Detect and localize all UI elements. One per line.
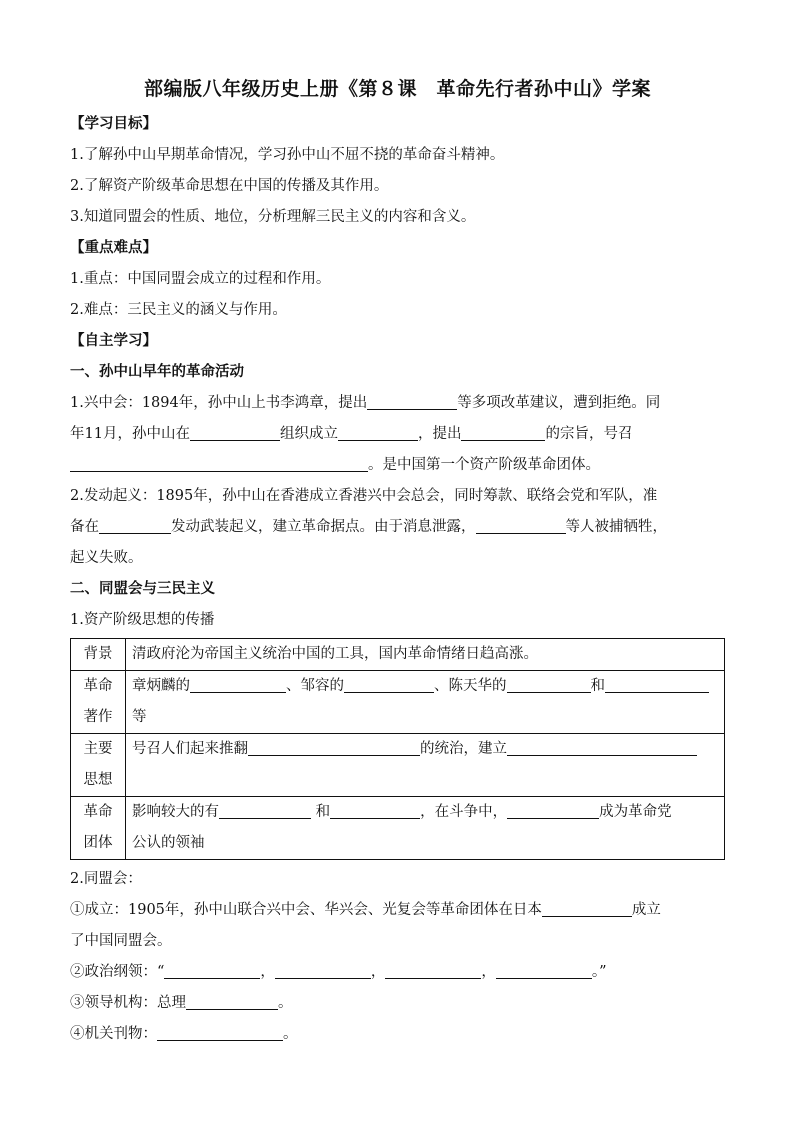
- fill-blank[interactable]: [99, 517, 171, 534]
- page-title: 部编版八年级历史上册《第８课 革命先行者孙中山》学案: [143, 78, 651, 100]
- row-label: 背景: [71, 639, 126, 671]
- sub1-heading: 1.资产阶级思想的传播: [70, 612, 215, 628]
- keypoint-item: 2.难点：三民主义的涵义与作用。: [70, 302, 287, 318]
- objective-item: 3.知道同盟会的性质、地位，分析理解三民主义的内容和含义。: [70, 209, 476, 225]
- row-label: 革命 团体: [71, 797, 126, 860]
- fill-blank[interactable]: [70, 455, 368, 472]
- part2-heading: 二、同盟会与三民主义: [70, 581, 215, 597]
- fill-blank[interactable]: [385, 962, 481, 979]
- fill-blank[interactable]: [461, 424, 545, 441]
- selfstudy-heading: 【自主学习】: [70, 333, 157, 349]
- row-content: 影响较大的有 和 ，在斗争中， 成为革命党 公认的领袖: [126, 797, 725, 860]
- fill-blank[interactable]: [605, 676, 709, 693]
- objectives-heading: 【学习目标】: [70, 116, 157, 132]
- xingzhonghui-line-2: 年11月，孙中山在 组织成立 ，提出 的宗旨，号召: [70, 426, 633, 442]
- table-row: [71, 671, 725, 734]
- keypoint-item: 1.重点：中国同盟会成立的过程和作用。: [70, 271, 331, 287]
- program-line: ②政治纲领：“ ， ， ， 。”: [70, 964, 607, 980]
- fill-blank[interactable]: [248, 739, 420, 756]
- fill-blank[interactable]: [476, 517, 566, 534]
- sub2-heading: 2.同盟会：: [70, 871, 142, 887]
- table-row: [71, 639, 725, 671]
- fill-blank[interactable]: [338, 424, 418, 441]
- row-label: 主要 思想: [71, 734, 126, 797]
- fill-blank[interactable]: [157, 1024, 283, 1041]
- fill-blank[interactable]: [507, 802, 599, 819]
- fill-blank[interactable]: [367, 393, 457, 410]
- keypoints-heading: 【重点难点】: [70, 240, 157, 256]
- fill-blank[interactable]: [186, 993, 278, 1010]
- objective-item: 2.了解资产阶级革命思想在中国的传播及其作用。: [70, 178, 389, 194]
- row-label: 革命 著作: [71, 671, 126, 734]
- fill-blank[interactable]: [507, 676, 591, 693]
- journal-line: ④机关刊物： 。: [70, 1026, 298, 1042]
- fill-blank[interactable]: [542, 900, 632, 917]
- fill-blank[interactable]: [496, 962, 592, 979]
- fill-blank[interactable]: [219, 802, 311, 819]
- xingzhonghui-line-3: 。是中国第一个资产阶级革命团体。: [70, 450, 725, 481]
- founding-line-2: 了中国同盟会。: [70, 933, 172, 949]
- founding-line-1: ①成立：1905年，孙中山联合兴中会、华兴会、光复会等革命团体在日本 成立: [70, 902, 661, 918]
- table-row: [71, 734, 725, 797]
- fill-blank[interactable]: [507, 739, 697, 756]
- fill-blank[interactable]: [190, 676, 286, 693]
- fill-blank[interactable]: [190, 424, 280, 441]
- part1-heading: 一、孙中山早年的革命活动: [70, 364, 244, 380]
- uprising-line-1: 2.发动起义：1895年，孙中山在香港成立香港兴中会总会，同时筹款、联络会党和军队，准: [70, 488, 658, 504]
- row-content: 清政府沦为帝国主义统治中国的工具，国内革命情绪日趋高涨。: [126, 639, 725, 671]
- worksheet-page: [70, 74, 725, 1050]
- fill-blank[interactable]: [275, 962, 371, 979]
- objective-item: 1.了解孙中山早期革命情况，学习孙中山不屈不挠的革命奋斗精神。: [70, 147, 505, 163]
- ideas-table: [70, 638, 725, 860]
- table-row: [71, 797, 725, 860]
- leader-line: ③领导机构：总理 。: [70, 995, 293, 1011]
- fill-blank[interactable]: [330, 802, 420, 819]
- fill-blank[interactable]: [164, 962, 260, 979]
- fill-blank[interactable]: [344, 676, 434, 693]
- uprising-line-2: 备在 发动武装起义，建立革命据点。由于消息泄露， 等人被捕牺牲，: [70, 519, 667, 535]
- xingzhonghui-line-1: 1.兴中会：1894年，孙中山上书李鸿章，提出 等多项改革建议，遭到拒绝。同: [70, 395, 661, 411]
- uprising-line-3: 起义失败。: [70, 550, 143, 566]
- row-content: 章炳麟的 、邹容的 、陈天华的 和 等: [126, 671, 725, 734]
- row-content: 号召人们起来推翻 的统治，建立: [126, 734, 725, 797]
